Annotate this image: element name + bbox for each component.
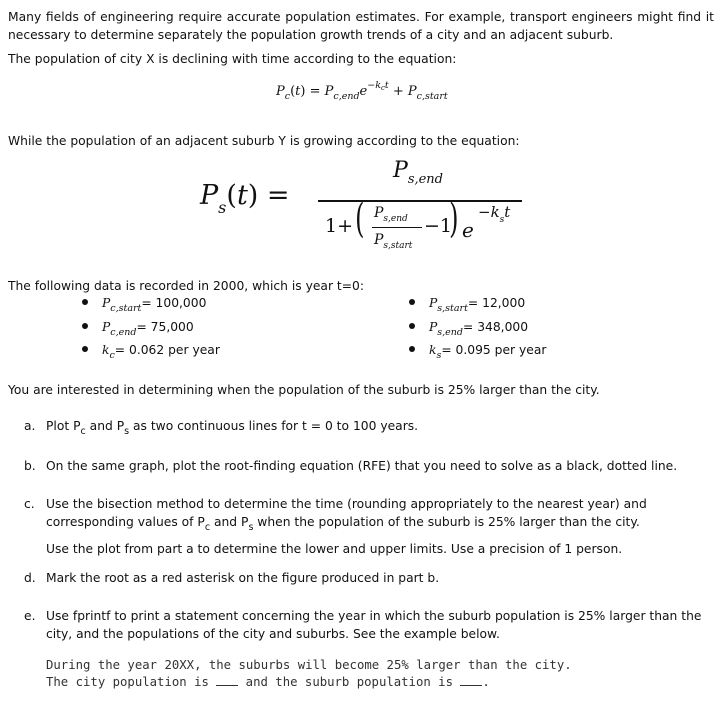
data-item: $k_s= 0.095$ per year [409, 343, 546, 361]
intro-paragraph: Many fields of engineering require accurate population estimates. For example, transport engineers might find it necessary to determine separately the population growth trends of a city and an adjacent suburb. [8, 10, 714, 42]
part-c: c. Use the bisection method to determine the time (rounding appropriately to the nearest year) and corresponding values of $P_c$ and $P_s$ when the population of the suburb is 25% larger than the city. Use the plot from part a to determine the lower and upper limits. Use a precision of 1 person. [24, 497, 647, 556]
part-d: d. Mark the root as a red asterisk on the figure produced in part b. [24, 571, 440, 585]
city-intro: The population of city X is declining with time according to the equation: [8, 52, 457, 66]
data-item: $P_{s,start}= 12,000$ [409, 296, 525, 314]
data-item: $P_{c,end}= 75,000$ [82, 320, 194, 338]
data-item: $P_{c,start}= 100,000$ [82, 296, 206, 314]
suburb-intro: While the population of an adjacent suburb Y is growing according to the equation: [8, 134, 520, 148]
data-item: $P_{s,end}= 348,000$ [409, 320, 528, 338]
data-intro: The following data is recorded in 2000, which is year t=0: [8, 279, 364, 293]
data-item: $k_c= 0.062$ per year [82, 343, 220, 361]
example-output: During the year 20XX, the suburbs will become 25% larger than the city. The city population is and the suburb population is . [46, 658, 572, 689]
city-equation: $P_c(t) = P_{c,end}e^{-k_ct} + P_{c,start}$ [276, 80, 448, 102]
part-a: a. Plot $P_c$ and $P_s$ as two continuous lines for t = 0 to 100 years. [24, 419, 419, 437]
part-e: e. Use fprintf to print a statement concerning the year in which the suburb population is 25% larger than the city, and the populations of the city and suburbs. See the example below. [24, 609, 702, 641]
goal-statement: You are interested in determining when the population of the suburb is 25% larger than the city. [8, 383, 600, 397]
part-b: b. On the same graph, plot the root-finding equation (RFE) that you need to solve as a black, dotted line. [24, 459, 678, 473]
